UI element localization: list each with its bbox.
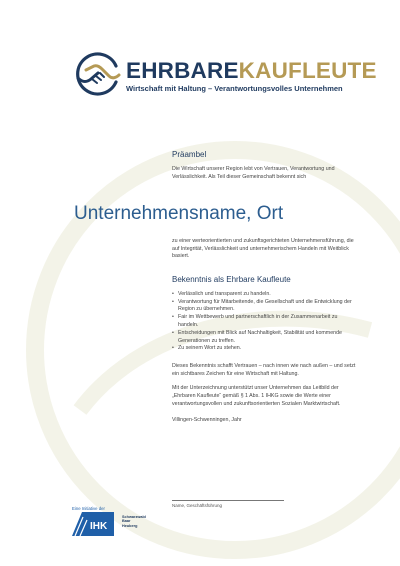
bullet-icon: •	[172, 329, 174, 336]
company-name: Unternehmensname, Ort	[74, 203, 284, 224]
list-item: • Fair im Wettbewerb und partnerschaftlich in der Zusammenarbeit zu handeln.	[172, 314, 338, 328]
ihk-logo-mark	[72, 512, 114, 536]
commitment-heading: Bekenntnis als Ehrbare Kaufleute	[172, 274, 291, 284]
ihk-chamber-name: Schwarzwald Baar Heuberg	[122, 515, 146, 528]
bullet-icon: •	[172, 298, 174, 305]
signature-line	[172, 500, 284, 501]
list-item: • Entscheidungen mit Blick auf Nachhaltigkeit, Stabilität und kommende Generationen zu treffen.	[172, 329, 342, 344]
preamble-heading: Präambel	[172, 150, 207, 159]
signature-label: Name, Geschäftsführung	[172, 503, 223, 508]
intro-text: zu einer werteorientierten und zukunftsgerichteten Unternehmensführung, die auf Integrität, Verlässlichkeit und unternehmerischem Handeln mit Weitblick basiert.	[172, 238, 354, 260]
document-body-continued	[172, 238, 357, 425]
logo-title	[126, 60, 377, 83]
commitment-list	[172, 291, 357, 353]
bullet-icon: •	[172, 314, 174, 321]
ehrbare-kaufleute-logo	[72, 52, 377, 104]
logo-title-part1: EHRBARE	[126, 58, 239, 83]
initiative-label: Eine Initiative der	[72, 506, 105, 511]
list-item: • Zu seinem Wort zu stehen.	[172, 345, 242, 352]
ihk-logo-text: IHK	[90, 521, 108, 532]
list-item: • Verlässlich und transparent zu handeln.	[172, 290, 271, 297]
closing-paragraph-2: Mit der Unterzeichnung unterstützt unser Unternehmen das Leitbild der „Ehrbaren Kaufleute“ gemäß § 1 Abs. 1 IHKG sowie die Werte einer verantwortungsvollen und zukunftsorientierten Sozialen Marktwirtschaft.	[172, 385, 341, 407]
ihk-logo	[72, 506, 162, 540]
logo-title-part2: KAUFLEUTE	[238, 58, 377, 83]
place-date: Villingen-Schwenningen, Jahr	[172, 417, 242, 424]
logo-subtitle: Wirtschaft mit Haltung – Verantwortungsvolles Unternehmen	[126, 84, 343, 93]
preamble-text: Die Wirtschaft unserer Region lebt von Vertrauen, Verantwortung und Verlässlichkeit. Als Teil dieser Gemeinschaft bekennt sich	[172, 166, 335, 180]
list-item: • Verantwortung für Mitarbeitende, die Gesellschaft und die Entwicklung der Region zu übernehmen.	[172, 298, 352, 313]
document-body	[172, 150, 357, 181]
bullet-icon: •	[172, 345, 174, 352]
closing-paragraph-1: Dieses Bekenntnis schafft Vertrauen – nach innen wie nach außen – und setzt ein sichtbares Zeichen für eine Wirtschaft mit Haltung.	[172, 363, 356, 377]
bullet-icon: •	[172, 290, 174, 297]
handshake-icon	[72, 52, 122, 96]
